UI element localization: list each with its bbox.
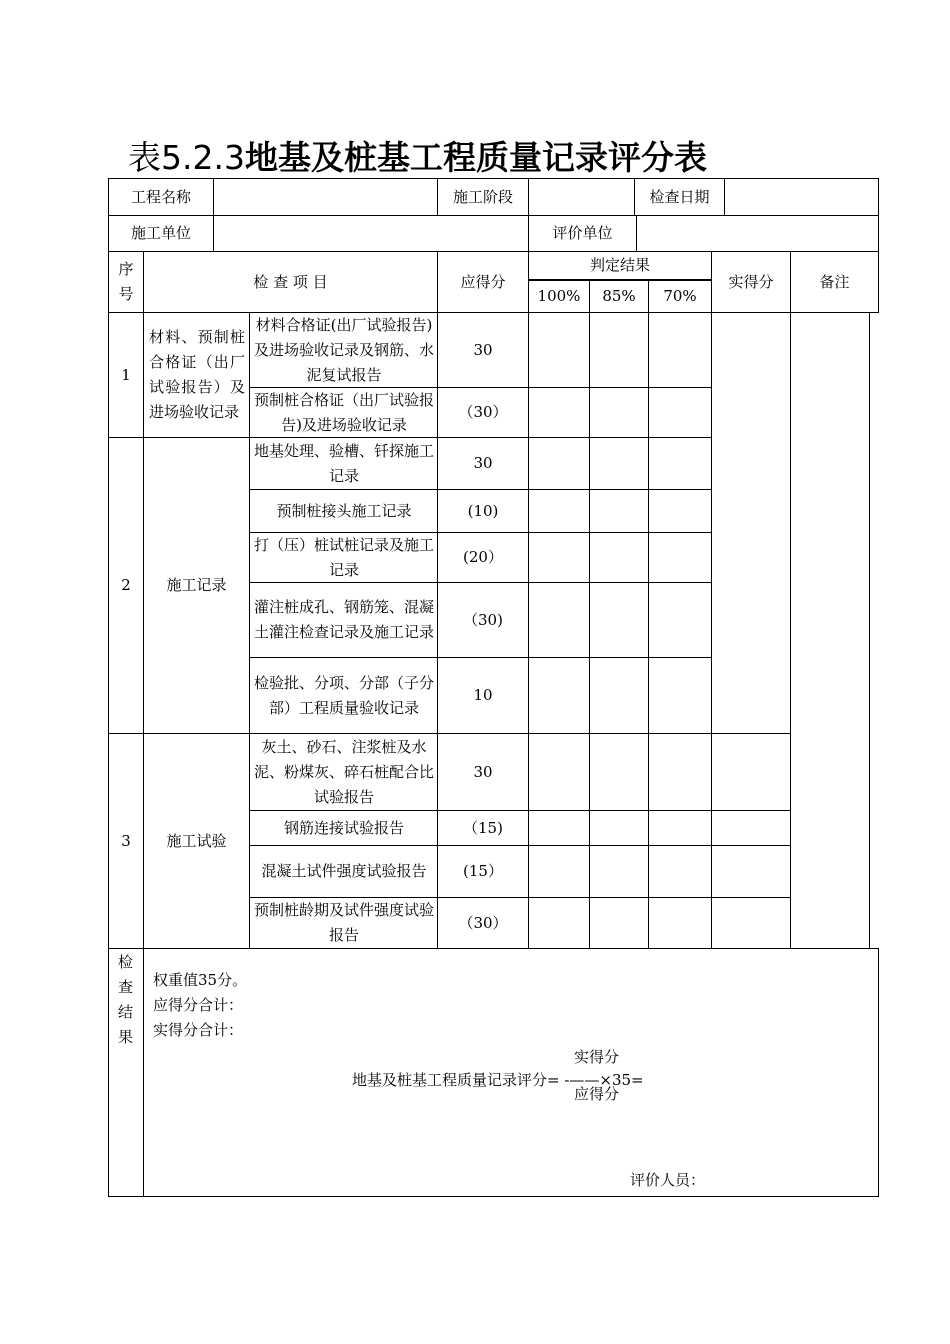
score-cell: （30） (458, 403, 508, 421)
item-cell: 检验批、分项、分部（子分部）工程质量验收记录 (254, 673, 435, 717)
table-number: 表5.2.3 (128, 138, 245, 177)
due-total-text: 应得分合计： (153, 996, 244, 1014)
col-divider (648, 312, 649, 949)
item-cell: 灌注桩成孔、钢筋笼、混凝土灌注检查记录及施工记录 (254, 598, 435, 641)
table-border (869, 312, 870, 949)
pct70-header: 70% (663, 287, 697, 305)
col-divider (711, 312, 712, 949)
inspection-date-label: 检查日期 (649, 187, 710, 206)
score-cell: (15） (463, 862, 503, 880)
table-border (878, 178, 879, 312)
seq-header-text: 序 号 (118, 260, 134, 303)
project-name-value[interactable] (214, 179, 437, 215)
score-cell: (20） (463, 548, 503, 566)
item-cell: 打（压）桩试桩记录及施工记录 (254, 535, 435, 579)
formula-numerator: 实得分 (574, 1048, 620, 1066)
due-score-header: 应得分 (460, 272, 506, 291)
col-divider (790, 312, 791, 949)
group-name: 施工记录 (166, 576, 227, 594)
item-header: 检 查 项 目 (253, 272, 328, 291)
construction-unit-label: 施工单位 (130, 224, 191, 242)
item-cell: 预制桩龄期及试件强度试验报告 (254, 901, 435, 944)
weight-text: 权重值35分。 (153, 971, 248, 989)
score-cell: 30 (473, 454, 493, 472)
project-name-label: 工程名称 (130, 187, 191, 206)
group-name: 材料、预制桩合格证（出厂试验报告）及进场验收记录 (149, 328, 245, 421)
col-divider (249, 312, 250, 949)
col-divider (589, 312, 590, 949)
col-divider (528, 312, 529, 949)
remark-header: 备注 (819, 272, 850, 291)
item-cell: 地基处理、验槽、钎探施工记录 (254, 441, 435, 485)
group-seq: 3 (121, 831, 131, 850)
evaluation-unit-label: 评价单位 (552, 224, 613, 242)
construction-stage-label: 施工阶段 (452, 187, 513, 206)
result-label: 检 查 结 果 (118, 953, 134, 1046)
pct100-header: 100% (537, 287, 581, 305)
group-seq: 2 (121, 576, 131, 594)
formula-text: 地基及桩基工程质量记录评分= -——×35= (352, 1071, 644, 1089)
page-title (128, 132, 707, 179)
score-cell: 30 (473, 762, 493, 781)
actual-total-text: 实得分合计： (153, 1021, 244, 1039)
item-cell: 钢筋连接试验报告 (283, 818, 404, 837)
construction-unit-value[interactable] (214, 216, 528, 251)
item-cell: 材料合格证(出厂试验报告)及进场验收记录及钢筋、水泥复试报告 (254, 315, 435, 384)
table-border (108, 1196, 879, 1197)
score-cell: 10 (473, 686, 493, 704)
score-cell: （30) (463, 610, 503, 629)
item-cell: 预制桩合格证（出厂试验报告)及进场验收记录 (254, 390, 435, 434)
pct85-header: 85% (602, 287, 636, 305)
inspection-date-value[interactable] (725, 179, 878, 215)
item-cell: 灰土、砂石、注浆桩及水泥、粉煤灰、碎石桩配合比试验报告 (254, 737, 435, 806)
evaluator-label: 评价人员： (630, 1171, 706, 1189)
table-border (878, 948, 879, 1197)
score-cell: （30） (458, 913, 508, 932)
group-divider (108, 948, 879, 949)
col-divider (143, 948, 144, 1197)
construction-stage-value[interactable] (529, 179, 634, 215)
evaluation-unit-value[interactable] (637, 216, 878, 251)
score-cell: (10) (467, 501, 499, 520)
score-cell: 30 (473, 340, 493, 359)
table-title: 地基及桩基工程质量记录评分表 (244, 138, 707, 177)
score-cell: （15) (463, 818, 503, 837)
item-cell: 混凝土试件强度试验报告 (261, 862, 427, 880)
seq-header (109, 252, 143, 312)
item-cell: 预制桩接头施工记录 (276, 501, 412, 520)
actual-score-header: 实得分 (728, 272, 774, 291)
formula-denominator: 应得分 (574, 1085, 620, 1103)
judgement-header: 判定结果 (589, 256, 650, 274)
group-seq: 1 (121, 365, 131, 384)
group-name: 施工试验 (166, 831, 227, 850)
